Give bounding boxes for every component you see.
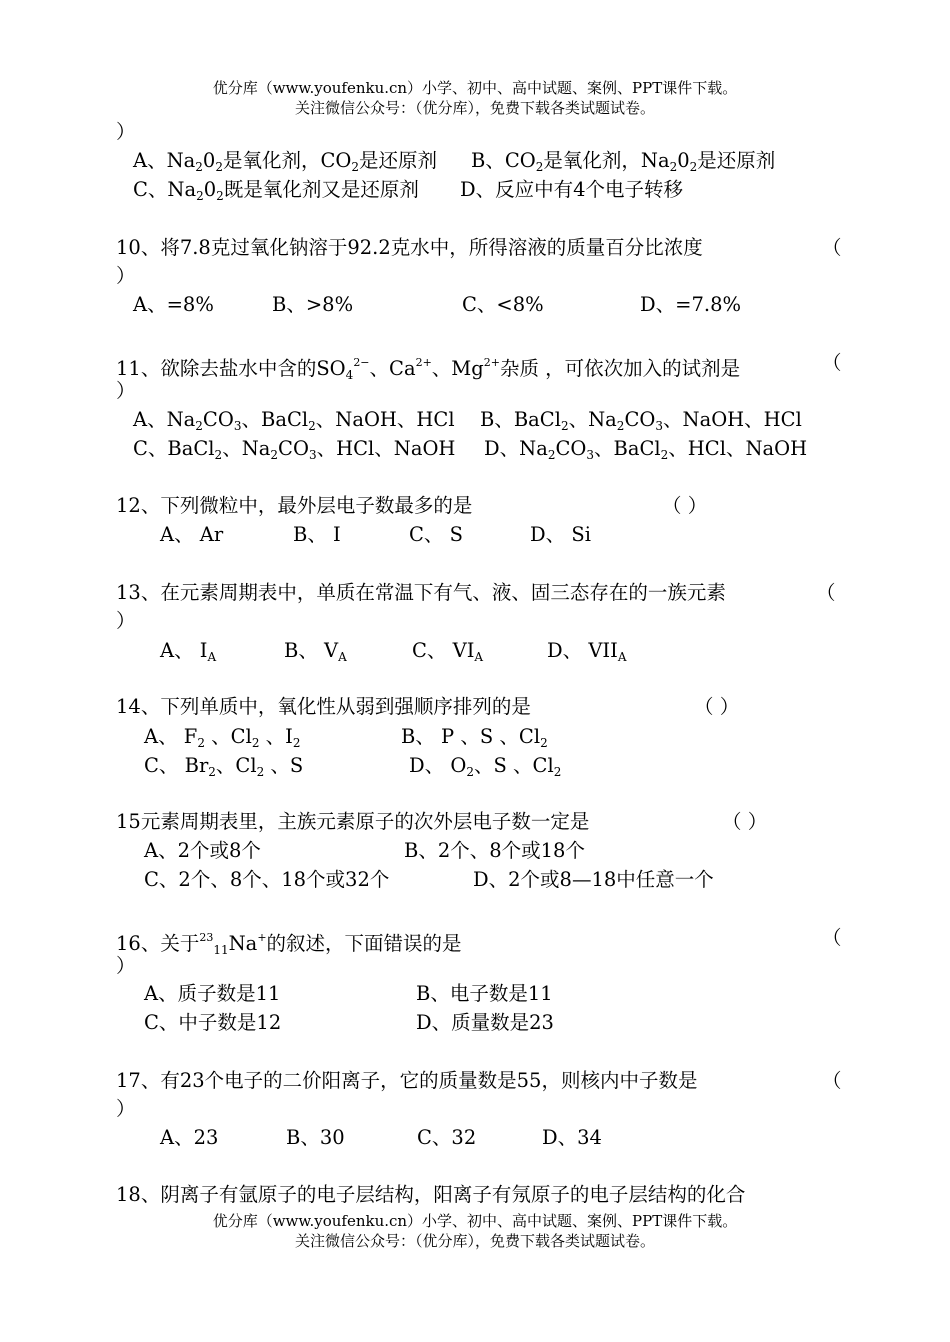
q17-option-a: A、23 [160,1126,219,1149]
q17-close-paren: ） [116,1097,136,1120]
q10-option-b: B、>8% [272,293,354,316]
q13-option-a: A、 $I_A$ [160,639,217,664]
q15-stem: 15元素周期表里，主族元素原子的次外层电子数一定是 [116,810,590,833]
q12-answer-paren: （ ） [662,494,708,517]
q12-option-c: C、 S [409,523,463,546]
page-header-line1: 优分库（www.youfenku.cn）小学、初中、高中试题、案例、PPT课件下载。 [212,79,738,97]
q12-option-a: A、 Ar [160,523,224,546]
q16-option-d: D、质量数是23 [416,1011,554,1034]
q10-open-paren: （ [822,236,842,259]
q11-option-c: C、BaCl$_2$、$Na_2CO_3$、HCl、NaOH [133,437,456,462]
page-footer-line2: 关注微信公众号：（优分库），免费下载各类试题试卷。 [294,1232,655,1250]
q11-stem: 11、欲除去盐水中含的$SO_4^{2-}$、$Ca^{2+}$、$Mg^{2+}$杂质 ，可依次加入的试剂是 [116,356,741,382]
q15-option-c: C、2个、8个、18个或32个 [144,868,390,891]
q15-option-b: B、2个、8个或18个 [404,839,585,862]
q9-option-c: C、$Na_20_2$既是氧化剂又是还原剂 [133,178,419,203]
q17-stem: 17、有23个电子的二价阳离子，它的质量数是55，则核内中子数是 [116,1069,698,1092]
q10-option-d: D、=7.8% [640,293,742,316]
q11-open-paren: （ [822,351,842,374]
q13-option-b: B、 $V_A$ [284,639,347,664]
q11-option-a: A、$Na_2CO_3$、BaCl$_2$、NaOH、HCl [133,408,455,433]
q11-option-b: B、BaCl$_2$、$Na_2CO_3$、NaOH、HCl [480,408,802,433]
q14-answer-paren: （ ） [694,695,740,718]
q15-answer-paren: （ ） [722,810,768,833]
q10-close-paren: ） [116,264,136,287]
q17-option-c: C、32 [417,1126,477,1149]
q13-option-d: D、 $VII_A$ [547,639,627,664]
q18-stem: 18、阴离子有氩原子的电子层结构，阳离子有氖原子的电子层结构的化合 [116,1183,746,1206]
q10-option-c: C、<8% [462,293,544,316]
q14-option-d: D、 $O_2$、S 、$Cl_2$ [409,754,562,779]
q9-close-paren: ） [116,120,136,143]
q9-option-a: A、$Na_20_2$是氧化剂，$CO_2$是还原剂 [133,149,438,174]
q17-open-paren: （ [822,1069,842,1092]
q12-stem: 12、下列微粒中，最外层电子数最多的是 [116,494,473,517]
q12-option-d: D、 Si [530,523,591,546]
q16-option-b: B、电子数是11 [416,982,553,1005]
q16-close-paren: ） [116,954,136,977]
q9-option-b: B、$CO_2$是氧化剂，$Na_20_2$是还原剂 [471,149,776,174]
q17-option-d: D、34 [542,1126,602,1149]
q11-option-d: D、$Na_2CO_3$、BaCl$_2$、HCl、NaOH [484,437,808,462]
q12-option-b: B、 I [293,523,341,546]
q13-open-paren: （ [816,581,836,604]
q16-option-a: A、质子数是11 [144,982,281,1005]
q11-close-paren: ） [116,379,136,402]
q13-stem: 13、在元素周期表中，单质在常温下有气、液、固三态存在的一族元素 [116,581,726,604]
q14-option-b: B、 P 、S 、$Cl_2$ [401,725,548,750]
q10-option-a: A、=8% [133,293,214,316]
q15-option-d: D、2个或8—18中任意一个 [473,868,714,891]
q13-option-c: C、 $VI_A$ [412,639,484,664]
q16-option-c: C、中子数是12 [144,1011,282,1034]
q16-stem: 16、关于$^{23}_{11}$Na+的叙述，下面错误的是 [116,931,462,957]
q15-option-a: A、2个或8个 [144,839,261,862]
q14-option-a: A、 $F_2$ 、$Cl_2$ 、$I_2$ [144,725,301,750]
q14-option-c: C、 $Br_2$、$Cl_2$ 、S [144,754,304,779]
page-header-line2: 关注微信公众号：（优分库），免费下载各类试题试卷。 [294,99,655,117]
q16-open-paren: （ [822,926,842,949]
q10-stem: 10、将7.8克过氧化钠溶于92.2克水中，所得溶液的质量百分比浓度 [116,236,703,259]
page-footer-line1: 优分库（www.youfenku.cn）小学、初中、高中试题、案例、PPT课件下载。 [212,1212,738,1230]
q13-close-paren: ） [116,609,136,632]
q9-option-d: D、反应中有4个电子转移 [460,178,684,201]
q14-stem: 14、下列单质中，氧化性从弱到强顺序排列的是 [116,695,531,718]
q17-option-b: B、30 [286,1126,345,1149]
